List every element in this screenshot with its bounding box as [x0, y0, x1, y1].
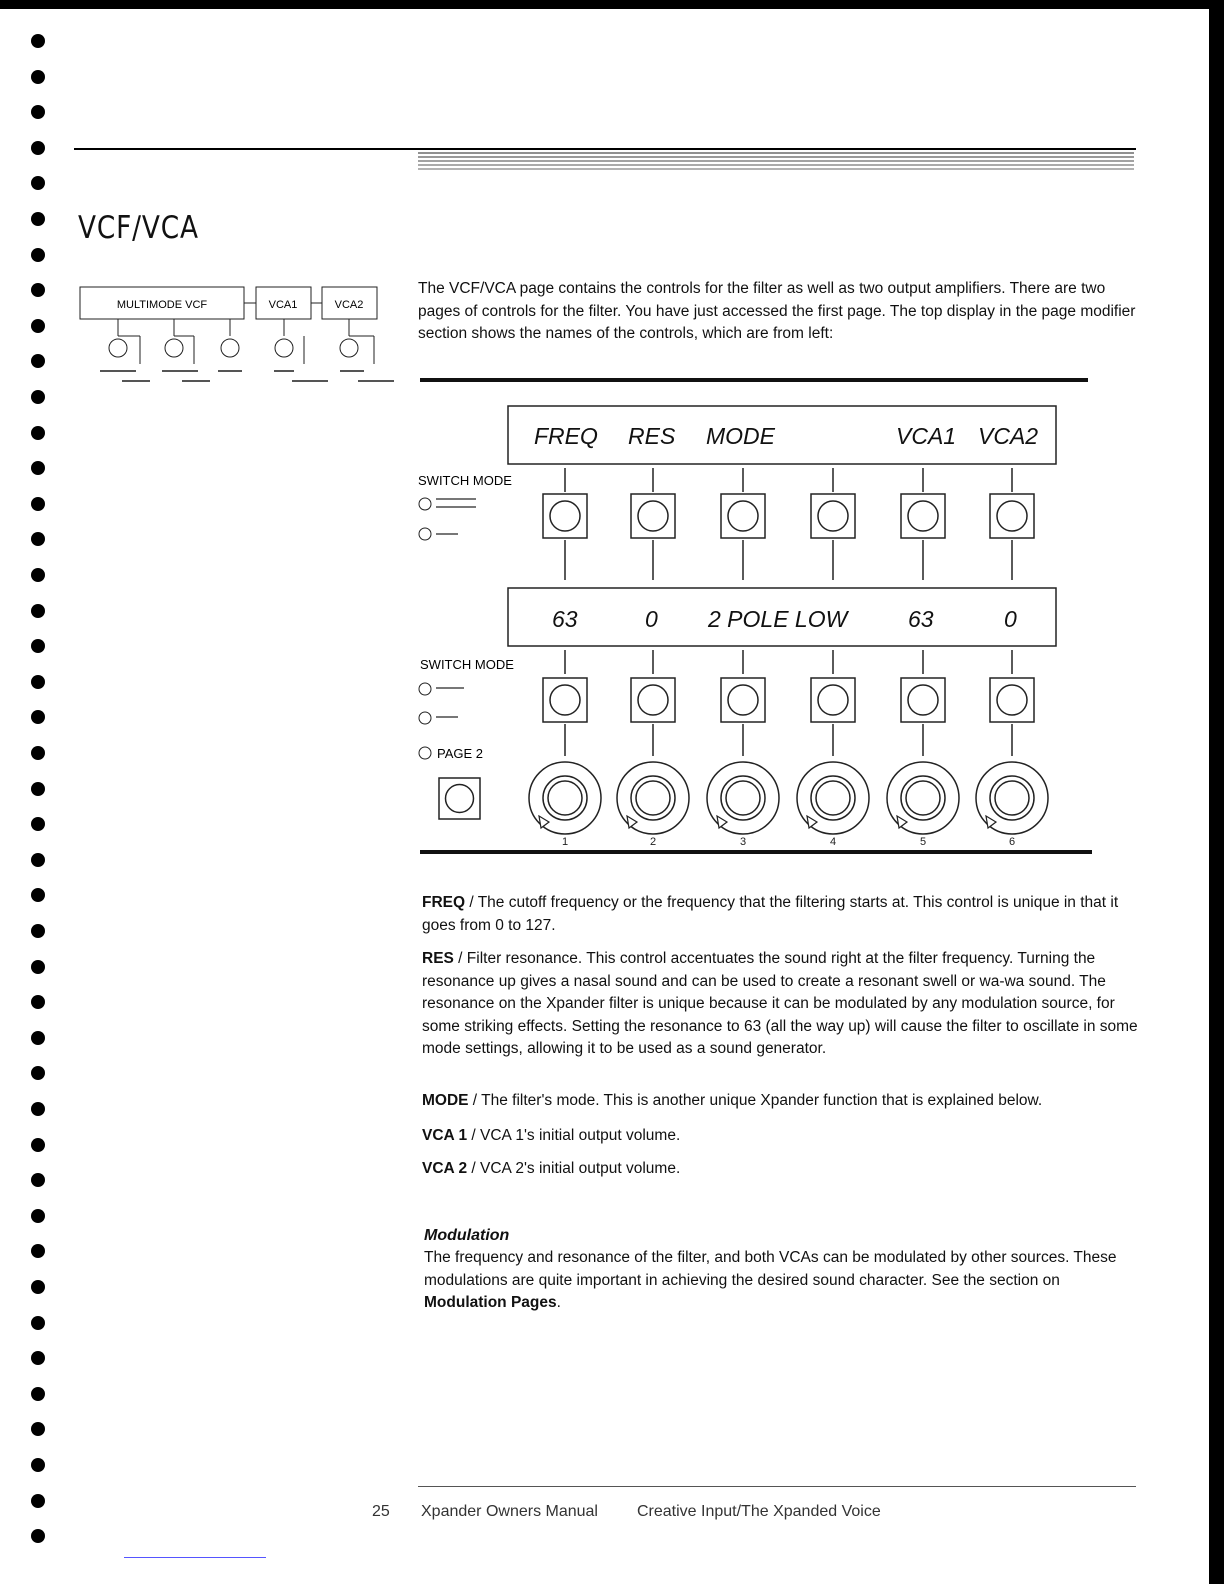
- binding-hole: [31, 1351, 45, 1365]
- modulation-heading: Modulation: [424, 1227, 510, 1244]
- top-display-vca2: VCA2: [978, 423, 1039, 449]
- binding-hole: [31, 710, 45, 724]
- def-res: RES / Filter resonance. This control accentuates the sound right at the filter frequency. Turning the resonance up gives a nasal sound and can be used to create a resonant swell or wa-wa sound. The resonance on the Xpander filter is unique because it can be modulated by any modulation source, for some striking effects. Setting the resonance to 63 (all the way up) will cause the filter to oscillate in some mode settings, allowing it to be used as a sound generator.: [422, 950, 1138, 1057]
- binding-hole: [31, 248, 45, 262]
- binding-hole: [31, 176, 45, 190]
- binding-hole: [31, 960, 45, 974]
- binding-hole: [31, 1529, 45, 1543]
- knob-pointer-4: [807, 816, 817, 828]
- knob-cap-5: [901, 776, 945, 820]
- intro-paragraph: The VCF/VCA page contains the controls for the filter as well as two output amplifiers. There are two pages of controls for the filter. You have just accessed the first page. The top display in the page modifier section shows the names of the controls, which are from left:: [418, 280, 1136, 342]
- binding-holes: [0, 0, 80, 1584]
- knob-number-6: 6: [1008, 836, 1016, 848]
- binding-hole: [31, 639, 45, 653]
- bottom-display-freq: 63: [552, 606, 578, 632]
- binding-hole: [31, 568, 45, 582]
- footer-manual-title: Xpander Owners Manual: [421, 1503, 598, 1520]
- binding-hole: [31, 1494, 45, 1508]
- top-button-ring-3: [728, 501, 758, 531]
- footer-section-title: Creative Input/The Xpanded Voice: [637, 1503, 881, 1520]
- knob-pointer-6: [986, 816, 996, 828]
- binding-hole: [31, 141, 45, 155]
- binding-hole: [31, 426, 45, 440]
- def-freq: FREQ / The cutoff frequency or the frequency that the filtering starts at. This control is unique in that it goes from 0 to 127.: [422, 894, 1119, 934]
- top-button-ring-2: [638, 501, 668, 531]
- def-mode: MODE / The filter's mode. This is another unique Xpander function that is explained below.: [422, 1092, 1043, 1109]
- binding-hole: [31, 461, 45, 475]
- signal-flow-diagram: [78, 284, 398, 389]
- binding-hole: [31, 1280, 45, 1294]
- binding-hole: [31, 817, 45, 831]
- scan-right-border: [1209, 0, 1224, 1584]
- def-vca1: VCA 1 / VCA 1's initial output volume.: [422, 1127, 681, 1144]
- modulation-pages-reference: Modulation Pages: [424, 1294, 557, 1311]
- bottom-display-mode: 2 POLE LOW: [708, 606, 848, 632]
- binding-hole: [31, 1316, 45, 1330]
- switch-mode-label-1: SWITCH MODE: [418, 473, 512, 488]
- knob-pointer-5: [897, 816, 907, 828]
- binding-hole: [31, 995, 45, 1009]
- page-number: 25: [372, 1503, 390, 1520]
- binding-hole: [31, 497, 45, 511]
- page-modifier-panel: [410, 378, 1100, 860]
- binding-hole: [31, 853, 45, 867]
- top-button-ring-4: [818, 501, 848, 531]
- binding-hole: [31, 70, 45, 84]
- knob-number-5: 5: [919, 836, 927, 848]
- top-button-ring-6: [997, 501, 1027, 531]
- switch-mode-label-2: SWITCH MODE: [420, 657, 514, 672]
- diagram-label-vcf: MULTIMODE VCF: [116, 299, 208, 311]
- bottom-button-ring-2: [638, 685, 668, 715]
- binding-hole: [31, 604, 45, 618]
- binding-hole: [31, 675, 45, 689]
- knob-cap-4: [811, 776, 855, 820]
- knob-pointer-2: [627, 816, 637, 828]
- top-display-freq: FREQ: [534, 423, 598, 449]
- knob-inner-5: [906, 781, 940, 815]
- knob-cap-2: [631, 776, 675, 820]
- binding-hole: [31, 283, 45, 297]
- knob-inner-2: [636, 781, 670, 815]
- knob-inner-4: [816, 781, 850, 815]
- bottom-button-ring-3: [728, 685, 758, 715]
- binding-hole: [31, 1102, 45, 1116]
- binding-hole: [31, 1387, 45, 1401]
- header-hatch: [418, 145, 1136, 175]
- knob-number-1: 1: [561, 836, 569, 848]
- binding-hole: [31, 319, 45, 333]
- bottom-button-ring-1: [550, 685, 580, 715]
- knob-cap-6: [990, 776, 1034, 820]
- binding-hole: [31, 532, 45, 546]
- knob-cap-3: [721, 776, 765, 820]
- binding-hole: [31, 1173, 45, 1187]
- binding-hole: [31, 212, 45, 226]
- top-button-ring-1: [550, 501, 580, 531]
- knob-number-3: 3: [739, 836, 747, 848]
- binding-hole: [31, 924, 45, 938]
- bottom-display-vca2: 0: [1004, 606, 1017, 632]
- diagram-label-vca1: VCA1: [268, 299, 298, 311]
- modulation-paragraph: The frequency and resonance of the filter, and both VCAs can be modulated by other sources. These modulations are quite important in achieving the desired sound character. See the section on Modulation Pages.: [424, 1249, 1117, 1311]
- knob-inner-3: [726, 781, 760, 815]
- binding-hole: [31, 1458, 45, 1472]
- binding-hole: [31, 354, 45, 368]
- binding-hole: [31, 1422, 45, 1436]
- binding-hole: [31, 782, 45, 796]
- footer-rule: [418, 1486, 1136, 1487]
- page2-label: PAGE 2: [437, 746, 484, 761]
- top-display-vca1: VCA1: [896, 423, 957, 449]
- binding-hole: [31, 1066, 45, 1080]
- binding-hole: [31, 1244, 45, 1258]
- binding-hole: [31, 1138, 45, 1152]
- bottom-display-vca1: 63: [908, 606, 934, 632]
- bottom-button-ring-4: [818, 685, 848, 715]
- knob-pointer-3: [717, 816, 727, 828]
- diagram-label-vca2: VCA2: [334, 299, 364, 311]
- bottom-button-ring-5: [908, 685, 938, 715]
- scan-top-border: [0, 0, 1224, 9]
- scan-artifact-line: [124, 1557, 266, 1558]
- knob-cap-1: [543, 776, 587, 820]
- bottom-display-res: 0: [645, 606, 658, 632]
- binding-hole: [31, 105, 45, 119]
- binding-hole: [31, 1031, 45, 1045]
- binding-hole: [31, 34, 45, 48]
- knob-inner-1: [548, 781, 582, 815]
- def-vca2: VCA 2 / VCA 2's initial output volume.: [422, 1160, 681, 1177]
- page-title: VCF/VCA: [78, 210, 199, 246]
- top-display-res: RES: [628, 423, 676, 449]
- knob-inner-6: [995, 781, 1029, 815]
- bottom-button-ring-6: [997, 685, 1027, 715]
- top-display-mode: MODE: [706, 423, 775, 449]
- knob-number-4: 4: [829, 836, 837, 848]
- top-button-ring-5: [908, 501, 938, 531]
- knob-pointer-1: [539, 816, 549, 828]
- binding-hole: [31, 390, 45, 404]
- binding-hole: [31, 888, 45, 902]
- binding-hole: [31, 746, 45, 760]
- knob-number-2: 2: [649, 836, 657, 848]
- binding-hole: [31, 1209, 45, 1223]
